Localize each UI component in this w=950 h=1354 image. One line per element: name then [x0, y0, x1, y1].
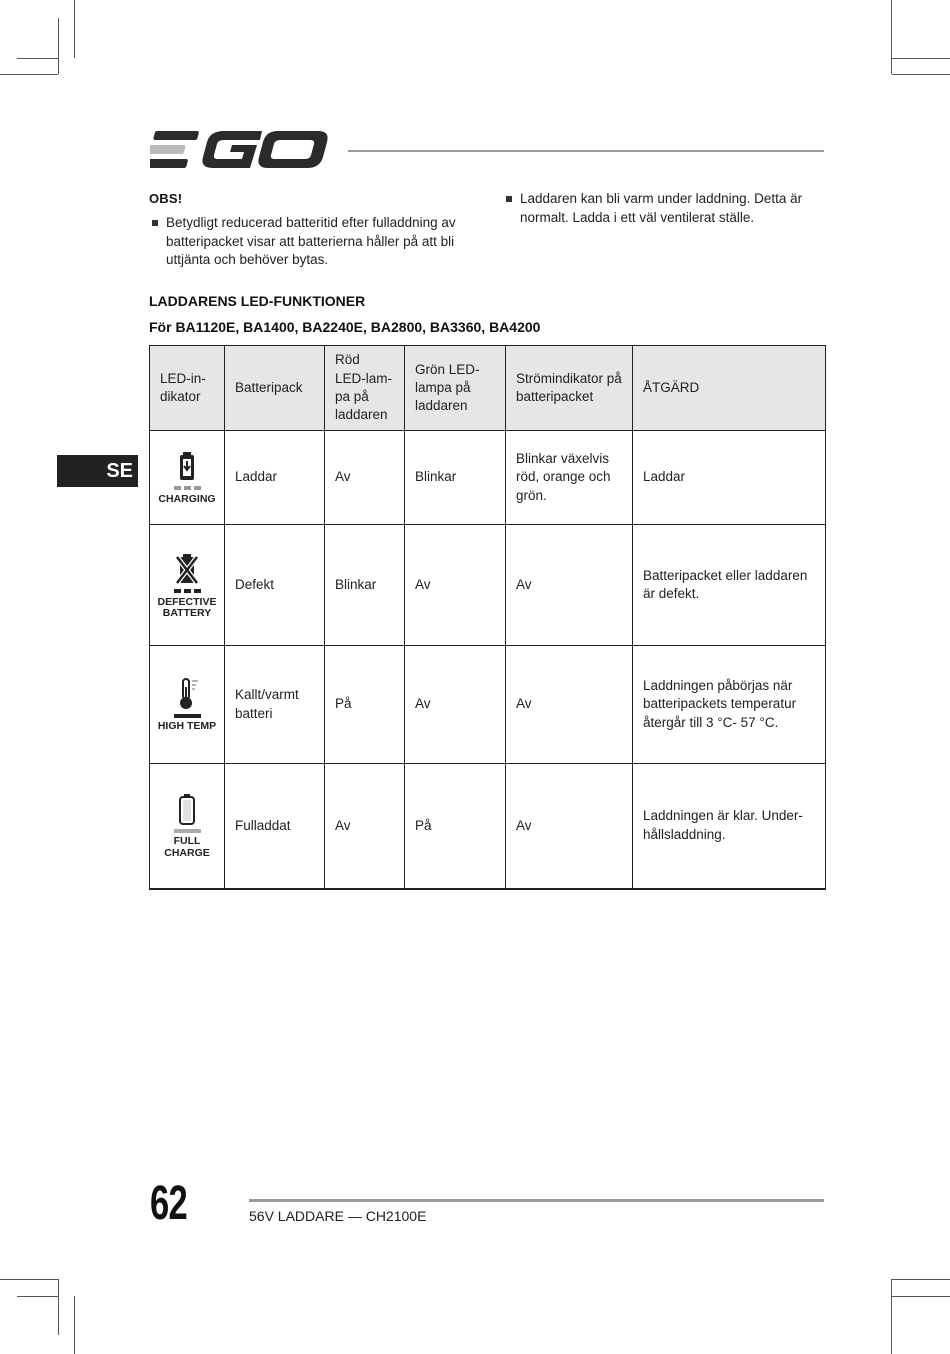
header-red-led: Röd LED-lam-pa på laddaren [325, 346, 405, 431]
crop-mark [0, 1279, 58, 1280]
header-led-indicator: LED-in-dikator [150, 346, 225, 431]
high-temp-icon [172, 677, 202, 719]
language-tab: SE [57, 455, 138, 487]
battery-cell: Fulladdat [225, 764, 325, 889]
battery-cell: Kallt/varmt batteri [225, 646, 325, 764]
icon-label: FULL CHARGE [164, 835, 210, 859]
led-indicator-cell [150, 525, 225, 646]
obs-bullet-left-text: Betydligt reducerad batteritid efter fulladdning av batteripacket visar att batterierna håller på att bli uttjänta och behöver bytas. [166, 215, 456, 267]
crop-mark [74, 0, 75, 58]
power-indicator-cell: Blinkar växelvis röd, orange och grön. [506, 431, 633, 525]
icon-label: DEFECTIVE BATTERY [157, 595, 217, 619]
bullet-square [152, 220, 158, 226]
obs-bullet-left [166, 214, 456, 270]
green-led-cell: Blinkar [405, 431, 506, 525]
table-row [150, 764, 826, 889]
red-led-cell: Blinkar [325, 525, 405, 646]
led-indicator-cell [150, 764, 225, 889]
section-title: LADDARENS LED-FUNKTIONER [149, 293, 366, 309]
bullet-square [506, 196, 512, 202]
crop-mark [892, 1296, 950, 1297]
obs-bullet-right-text: Laddaren kan bli varm under laddning. Detta är normalt. Ladda i ett väl ventilerat ställe. [520, 191, 803, 225]
crop-mark [891, 1279, 892, 1354]
table-header-row [150, 346, 826, 431]
power-indicator-cell: Av [506, 525, 633, 646]
battery-cell: Defekt [225, 525, 325, 646]
crop-mark [892, 74, 950, 75]
table-row [150, 525, 826, 646]
green-led-cell: Av [405, 646, 506, 764]
table-row [150, 431, 826, 525]
footer-rule [249, 1199, 824, 1202]
ego-logo [150, 128, 330, 172]
crop-mark [892, 1279, 950, 1280]
header-action: ÅTGÄRD [633, 346, 826, 431]
power-indicator-cell: Av [506, 764, 633, 889]
crop-mark [891, 0, 892, 74]
crop-mark [17, 58, 59, 59]
action-cell: Laddningen påbörjas när batteripackets temperatur återgår till 3 °C- 57 °C. [633, 646, 826, 764]
header-rule [348, 150, 824, 152]
green-led-cell: Av [405, 525, 506, 646]
table-row [150, 646, 826, 764]
action-cell: Batteripacket eller laddaren är defekt. [633, 525, 826, 646]
full-charge-icon [172, 792, 202, 834]
crop-mark [74, 1296, 75, 1354]
power-indicator-cell: Av [506, 646, 633, 764]
green-led-cell: På [405, 764, 506, 889]
header-green-led: Grön LED-lampa på laddaren [405, 346, 506, 431]
crop-mark [0, 74, 58, 75]
red-led-cell: Av [325, 431, 405, 525]
red-led-cell: På [325, 646, 405, 764]
crop-mark [892, 58, 950, 59]
red-led-cell: Av [325, 764, 405, 889]
action-cell: Laddningen är klar. Under-hållsladdning. [633, 764, 826, 889]
footer-text: 56V LADDARE — CH2100E [249, 1208, 427, 1224]
led-indicator-cell [150, 646, 225, 764]
crop-mark [58, 1279, 59, 1335]
led-table [149, 345, 826, 890]
defective-battery-icon [172, 551, 202, 595]
icon-label: HIGH TEMP [157, 719, 217, 732]
section-subtitle: För BA1120E, BA1400, BA2240E, BA2800, BA3360, BA4200 [149, 319, 541, 335]
obs-bullet-right [520, 190, 845, 227]
battery-cell: Laddar [225, 431, 325, 525]
header-battery-pack: Batteripack [225, 346, 325, 431]
action-cell: Laddar [633, 431, 826, 525]
page-number: 62 [150, 1177, 188, 1230]
obs-title: OBS! [149, 191, 183, 206]
icon-label: CHARGING [158, 492, 216, 505]
led-indicator-cell [150, 431, 225, 525]
header-power-indicator: Strömindikator på batteripacket [506, 346, 633, 431]
crop-mark [17, 1296, 59, 1297]
charging-icon [172, 450, 202, 492]
crop-mark [58, 18, 59, 74]
